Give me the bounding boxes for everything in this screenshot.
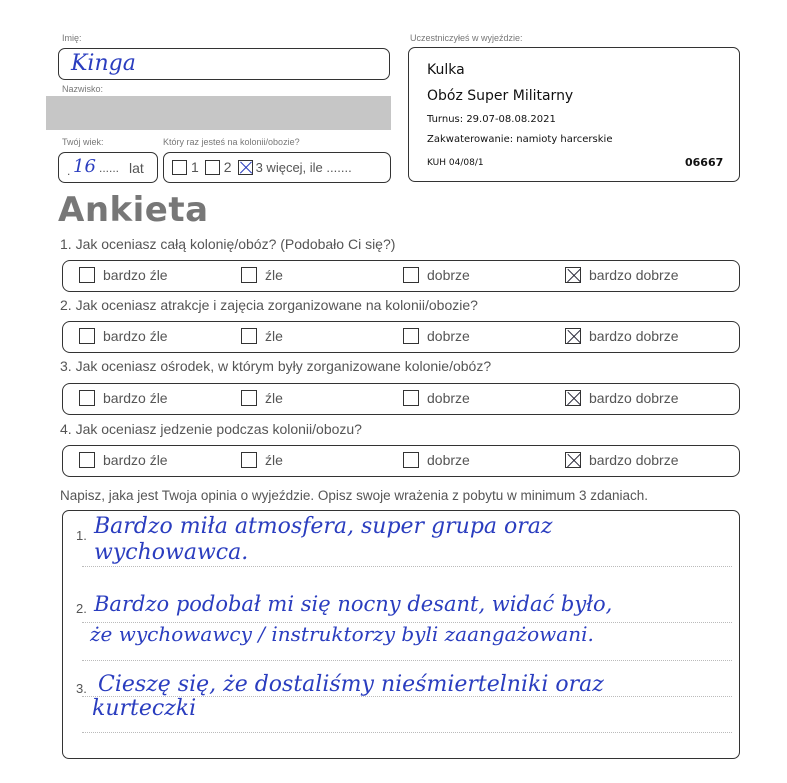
rating-option-label: bardzo dobrze	[589, 328, 679, 344]
ruled-line	[82, 566, 732, 567]
opinion-line: wychowawca.	[94, 540, 249, 565]
opinion-line: kurteczki	[92, 696, 197, 721]
rating-checkbox[interactable]	[403, 390, 419, 406]
rating-option-label: źle	[265, 328, 283, 344]
rating-checkbox[interactable]	[403, 267, 419, 283]
rating-checkbox[interactable]	[241, 267, 257, 283]
colony-count-option-3: 3 więcej, ile .......	[255, 159, 352, 175]
trip-info-label: Uczestniczyłeś w wyjeździe:	[410, 33, 523, 43]
age-unit: lat	[129, 160, 144, 176]
trip-number: 06667	[685, 156, 724, 169]
question-4-text: 4. Jak oceniasz jedzenie podczas kolonii/obozu?	[60, 421, 362, 437]
rating-option-label: bardzo źle	[103, 452, 168, 468]
surname-label: Nazwisko:	[62, 84, 104, 94]
trip-lodging-label: Zakwaterowanie:	[427, 134, 514, 145]
trip-turnus	[427, 114, 556, 125]
opinion-number-1: 1.	[76, 528, 87, 543]
rating-option-label: dobrze	[427, 452, 470, 468]
question-4-options	[62, 445, 740, 477]
colony-count-label: Który raz jesteś na kolonii/obozie?	[163, 137, 300, 147]
question-3-option[interactable]	[241, 390, 283, 406]
rating-option-label: dobrze	[427, 390, 470, 406]
age-dots: ......	[99, 161, 120, 175]
colony-count-checkbox-2[interactable]	[205, 160, 220, 175]
opinion-number-2: 2.	[76, 601, 87, 616]
question-1-option[interactable]	[403, 267, 470, 283]
rating-checkbox[interactable]	[241, 390, 257, 406]
ruled-line	[82, 732, 732, 733]
rating-option-label: bardzo dobrze	[589, 267, 679, 283]
age-value: 16	[73, 156, 96, 177]
question-4-option[interactable]	[403, 452, 470, 468]
question-4-option[interactable]	[79, 452, 168, 468]
trip-info-box	[408, 47, 740, 182]
surname-redaction	[46, 96, 391, 130]
colony-count-field	[163, 152, 391, 183]
trip-code: KUH 04/08/1	[427, 158, 484, 168]
rating-checkbox[interactable]	[565, 328, 581, 344]
rating-checkbox[interactable]	[241, 452, 257, 468]
opinion-line: Cieszę się, że dostaliśmy nieśmiertelniki oraz	[98, 672, 604, 697]
question-2-option[interactable]	[403, 328, 470, 344]
question-1-option[interactable]	[241, 267, 283, 283]
rating-checkbox[interactable]	[565, 390, 581, 406]
trip-turnus-label: Turnus:	[427, 114, 464, 125]
rating-option-label: dobrze	[427, 328, 470, 344]
trip-participant-name: Kulka	[427, 62, 465, 78]
trip-camp-name: Obóz Super Militarny	[427, 88, 574, 104]
name-field[interactable]	[58, 48, 390, 80]
trip-lodging	[427, 134, 612, 145]
question-3-text: 3. Jak oceniasz ośrodek, w którym były zorganizowane kolonie/obóz?	[60, 358, 492, 374]
colony-count-checkbox-1[interactable]	[172, 160, 187, 175]
question-2-option[interactable]	[565, 328, 679, 344]
question-4-option[interactable]	[565, 452, 679, 468]
rating-option-label: bardzo źle	[103, 328, 168, 344]
question-1-text: 1. Jak oceniasz całą kolonię/obóz? (Podobało Ci się?)	[60, 236, 396, 252]
colony-count-checkbox-3[interactable]	[238, 160, 253, 175]
rating-option-label: źle	[265, 452, 283, 468]
rating-checkbox[interactable]	[565, 452, 581, 468]
rating-checkbox[interactable]	[241, 328, 257, 344]
rating-checkbox[interactable]	[403, 452, 419, 468]
age-field[interactable]: . 16 ...... lat	[58, 152, 158, 183]
opinion-line: że wychowawcy / instruktorzy byli zaangażowani.	[90, 622, 594, 646]
rating-checkbox[interactable]	[79, 390, 95, 406]
question-3-option[interactable]	[79, 390, 168, 406]
question-1-options	[62, 260, 740, 292]
colony-count-option-2: 2	[223, 159, 232, 175]
question-4-option[interactable]	[241, 452, 283, 468]
trip-lodging-value: namioty harcerskie	[516, 134, 613, 145]
rating-checkbox[interactable]	[79, 267, 95, 283]
question-2-option[interactable]	[241, 328, 283, 344]
rating-checkbox[interactable]	[565, 267, 581, 283]
opinion-prompt: Napisz, jaka jest Twoja opinia o wyjeździe. Opisz swoje wrażenia z pobytu w minimum 3 zdaniach.	[60, 488, 649, 503]
question-3-option[interactable]	[403, 390, 470, 406]
rating-option-label: bardzo źle	[103, 267, 168, 283]
question-3-options	[62, 383, 740, 415]
rating-option-label: bardzo dobrze	[589, 452, 679, 468]
question-1-option[interactable]	[79, 267, 168, 283]
rating-checkbox[interactable]	[79, 452, 95, 468]
name-label: Imię:	[62, 33, 82, 43]
question-2-option[interactable]	[79, 328, 168, 344]
rating-option-label: bardzo źle	[103, 390, 168, 406]
trip-turnus-value: 29.07-08.08.2021	[466, 114, 556, 125]
rating-option-label: dobrze	[427, 267, 470, 283]
name-value: Kinga	[71, 51, 136, 76]
question-2-text: 2. Jak oceniasz atrakcje i zajęcia zorganizowane na kolonii/obozie?	[60, 297, 478, 313]
age-label: Twój wiek:	[62, 137, 104, 147]
opinion-line: Bardzo podobał mi się nocny desant, widać było,	[94, 592, 613, 616]
opinion-number-3: 3.	[76, 681, 87, 696]
rating-option-label: źle	[265, 390, 283, 406]
colony-count-option-1: 1	[191, 159, 199, 175]
opinion-line: Bardzo miła atmosfera, super grupa oraz	[94, 514, 553, 539]
rating-option-label: źle	[265, 267, 283, 283]
rating-option-label: bardzo dobrze	[589, 390, 679, 406]
survey-title: Ankieta	[58, 190, 209, 230]
question-2-options	[62, 321, 740, 353]
rating-checkbox[interactable]	[79, 328, 95, 344]
rating-checkbox[interactable]	[403, 328, 419, 344]
ruled-line	[82, 660, 732, 661]
question-3-option[interactable]	[565, 390, 679, 406]
question-1-option[interactable]	[565, 267, 679, 283]
